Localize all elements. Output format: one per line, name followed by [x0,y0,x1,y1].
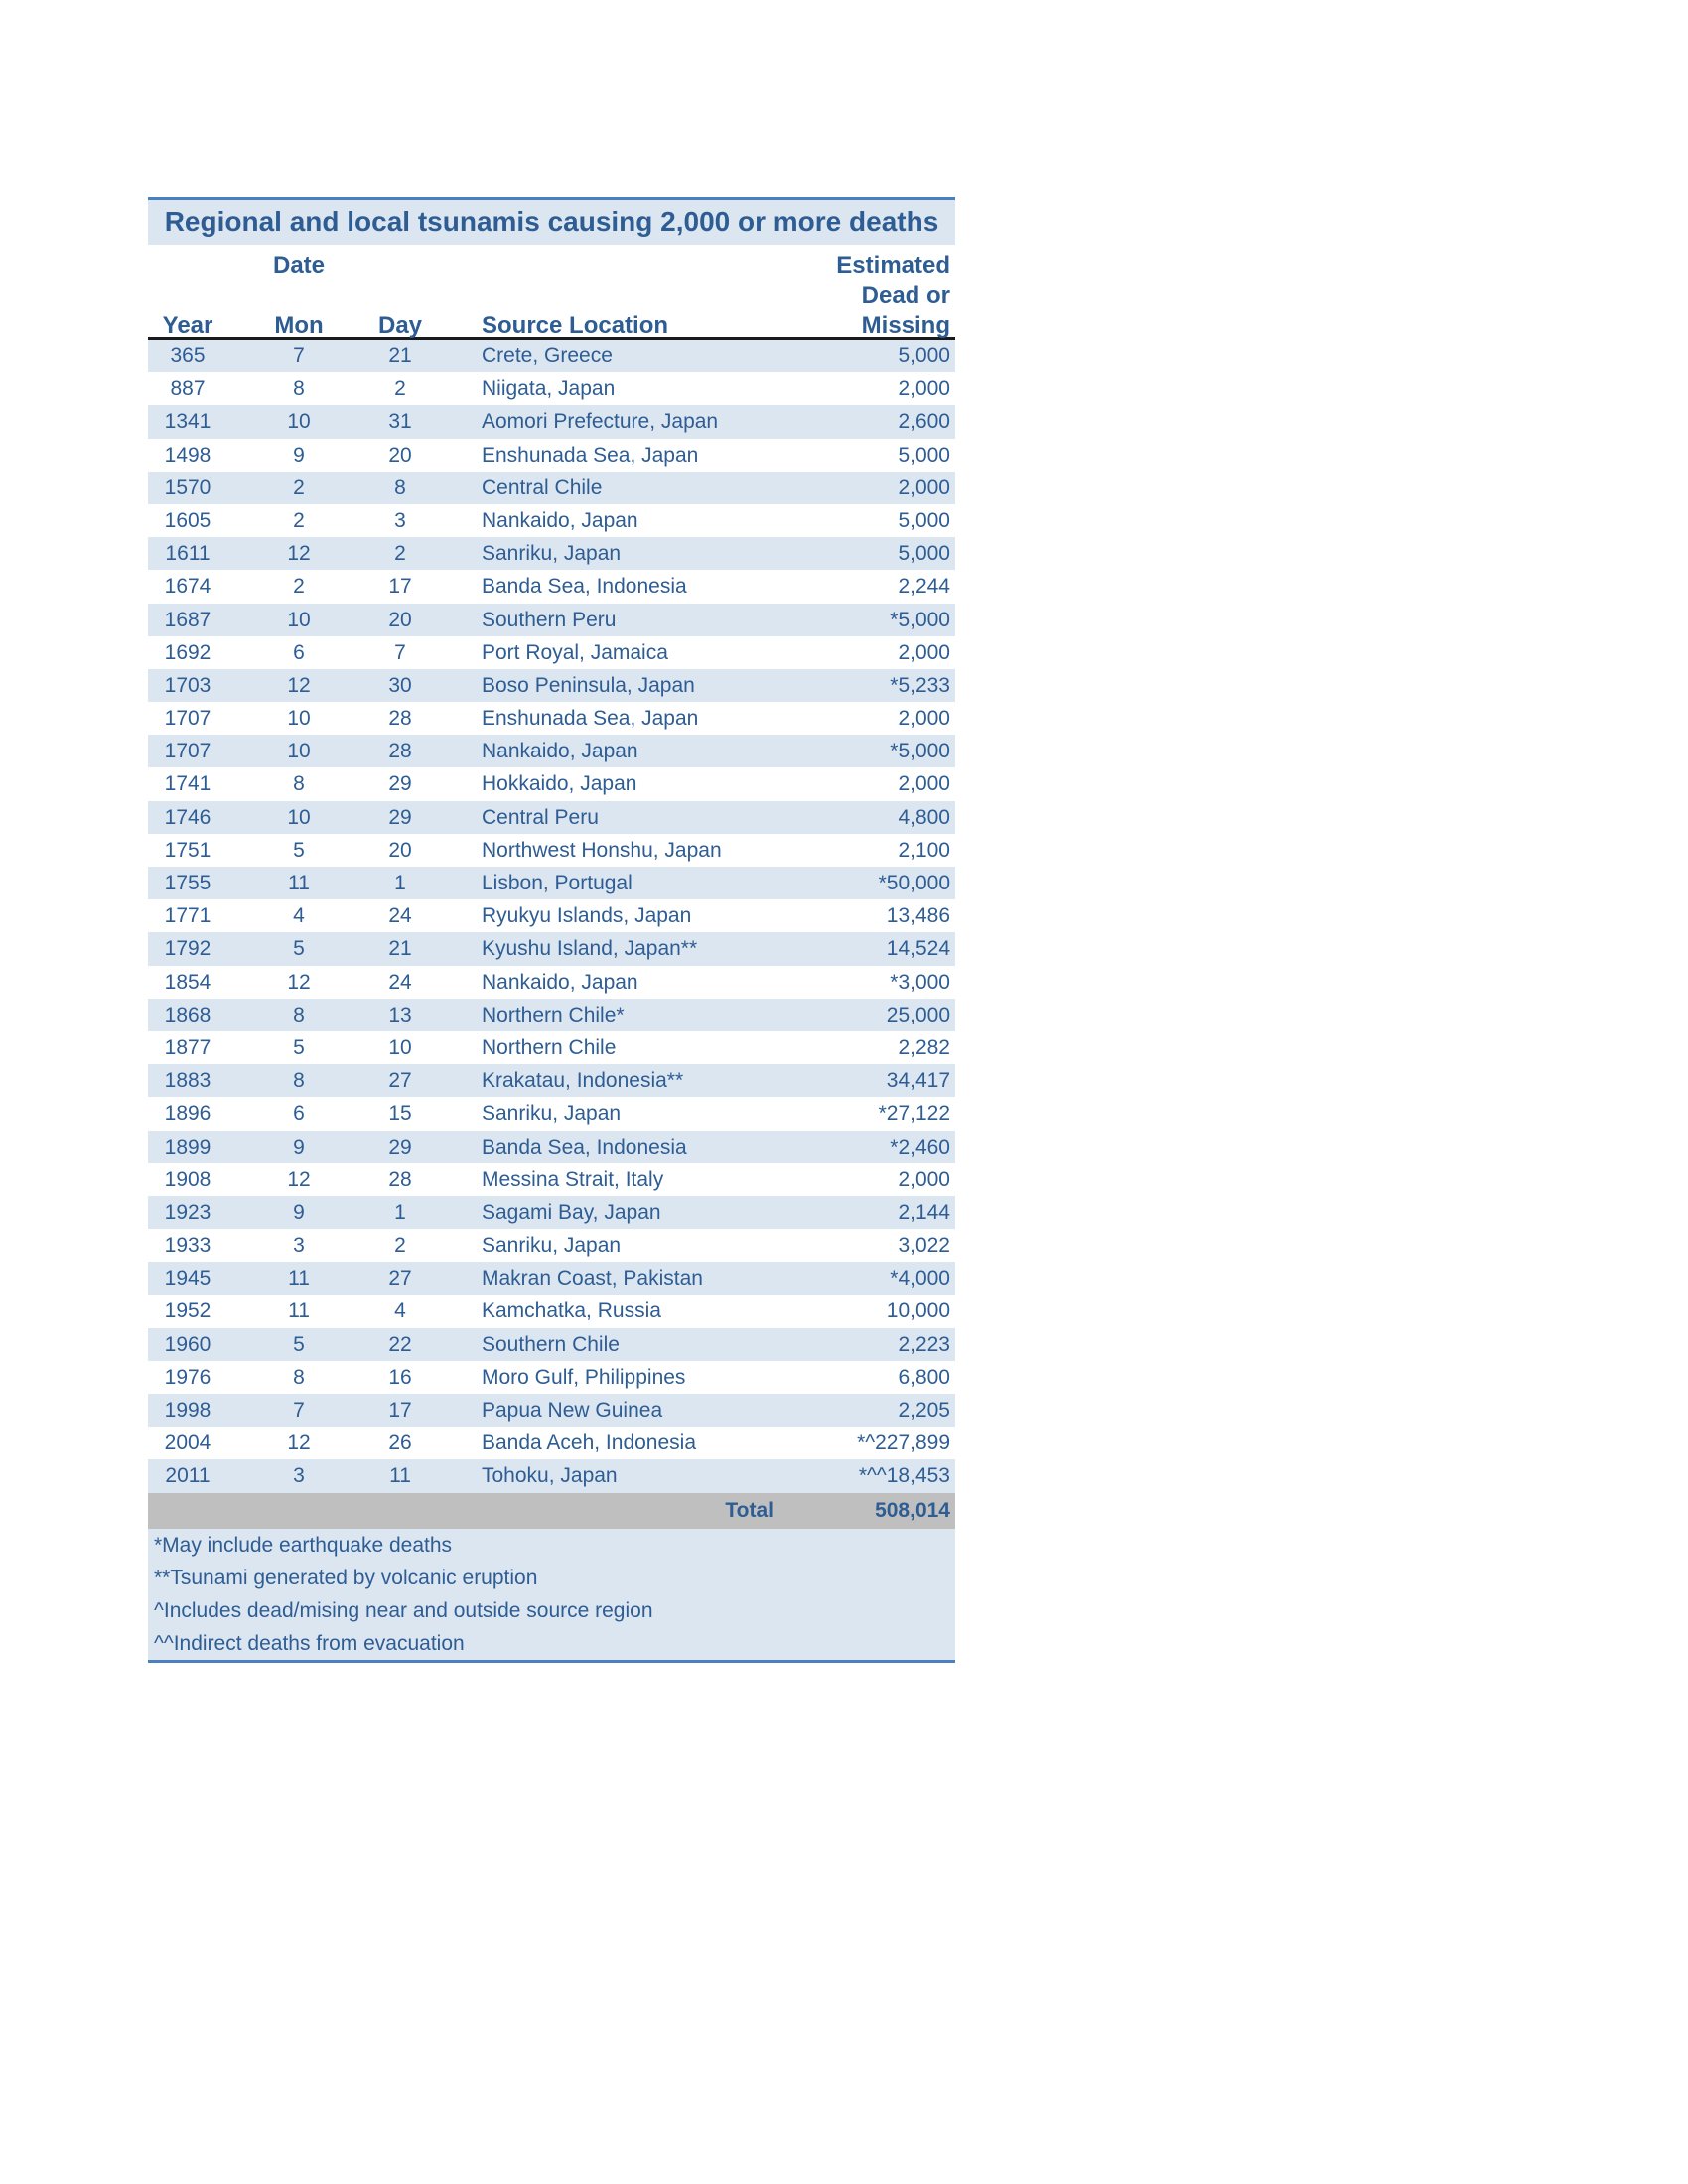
cell-month: 4 [293,904,305,928]
table-row [148,999,955,1031]
table-row [148,472,955,504]
header-dead-or-line: Dead or [861,282,950,309]
cell-day: 10 [388,1035,412,1059]
cell-dead-or-missing: *50,000 [878,872,950,894]
header-missing-line: Missing [861,312,950,339]
cell-year: 1952 [164,1299,211,1323]
cell-dead-or-missing: 2,223 [898,1332,950,1356]
cell-source-location: Northern Chile* [482,1003,625,1026]
cell-dead-or-missing: 2,000 [898,707,950,731]
cell-source-location: Niigata, Japan [482,377,616,401]
cell-month: 3 [293,1234,305,1258]
cell-year: 1899 [164,1135,211,1159]
cell-dead-or-missing: 2,205 [898,1399,950,1422]
cell-day: 20 [388,838,412,862]
table-title: Regional and local tsunamis causing 2,000 or more deaths [148,200,955,245]
cell-source-location: Nankaido, Japan [482,508,638,532]
footnote: **Tsunami generated by volcanic eruption [154,1566,538,1589]
cell-day: 1 [394,872,406,894]
footnote: ^^Indirect deaths from evacuation [154,1632,465,1656]
cell-month: 12 [287,1432,311,1455]
cell-year: 1883 [164,1069,211,1093]
cell-day: 17 [388,1399,412,1422]
cell-source-location: Southern Peru [482,608,617,631]
cell-year: 1976 [164,1365,211,1389]
table-row [148,1328,955,1361]
cell-source-location: Tohoku, Japan [482,1464,618,1488]
header-day: Day [377,312,423,339]
cell-month: 10 [287,740,311,763]
footnote: *May include earthquake deaths [154,1533,453,1557]
table-row [148,1097,955,1130]
cell-year: 1877 [164,1035,211,1059]
cell-source-location: Central Peru [482,805,599,829]
table-row [148,604,955,636]
cell-month: 12 [287,673,311,697]
cell-source-location: Ryukyu Islands, Japan [482,904,692,928]
cell-year: 1751 [164,838,211,862]
cell-source-location: Sagami Bay, Japan [482,1200,661,1224]
cell-year: 2004 [164,1432,211,1455]
cell-dead-or-missing: *2,460 [890,1135,950,1159]
cell-month: 5 [293,838,305,862]
cell-day: 31 [388,410,412,434]
cell-month: 9 [293,1135,305,1159]
cell-source-location: Messina Strait, Italy [482,1167,664,1191]
cell-dead-or-missing: 14,524 [886,937,950,961]
table-body [148,340,955,1493]
cell-dead-or-missing: 2,000 [898,772,950,796]
table-row [148,834,955,867]
cell-day: 30 [388,673,412,697]
cell-month: 5 [293,937,305,961]
cell-source-location: Sanriku, Japan [482,542,622,566]
cell-year: 1755 [164,872,211,894]
cell-source-location: Hokkaido, Japan [482,772,637,796]
table-row [148,966,955,999]
cell-month: 11 [288,1299,310,1323]
cell-year: 1792 [164,937,211,961]
cell-year: 1908 [164,1167,211,1191]
cell-year: 1707 [164,707,211,731]
cell-month: 5 [293,1035,305,1059]
cell-month: 9 [293,443,305,467]
cell-dead-or-missing: *5,000 [890,740,950,763]
cell-dead-or-missing: 2,244 [898,575,950,599]
cell-day: 15 [388,1102,412,1126]
cell-year: 1854 [164,970,211,994]
cell-dead-or-missing: *27,122 [878,1102,950,1126]
cell-year: 1570 [164,476,211,499]
table-row [148,372,955,405]
cell-dead-or-missing: 2,000 [898,640,950,664]
cell-dead-or-missing: 5,000 [898,542,950,566]
cell-day: 29 [388,1135,412,1159]
cell-day: 13 [388,1003,412,1026]
cell-year: 1707 [164,740,211,763]
cell-source-location: Northwest Honshu, Japan [482,838,722,862]
table-row [148,504,955,537]
cell-source-location: Southern Chile [482,1332,620,1356]
tsunami-table [148,197,955,1663]
header-date-group: Date [272,252,326,279]
cell-dead-or-missing: 2,000 [898,377,950,401]
cell-day: 7 [394,640,406,664]
table-row [148,669,955,702]
cell-dead-or-missing: 5,000 [898,344,950,367]
cell-year: 1868 [164,1003,211,1026]
cell-month: 10 [287,410,311,434]
cell-source-location: Sanriku, Japan [482,1234,622,1258]
table-row [148,702,955,735]
cell-source-location: Sanriku, Japan [482,1102,622,1126]
cell-dead-or-missing: 10,000 [886,1299,950,1323]
cell-day: 21 [388,344,412,367]
table-row [148,767,955,800]
cell-month: 12 [287,1167,311,1191]
cell-source-location: Northern Chile [482,1035,617,1059]
table-row [148,801,955,834]
cell-year: 1741 [164,772,211,796]
cell-day: 27 [388,1069,412,1093]
cell-source-location: Port Royal, Jamaica [482,640,668,664]
table-row [148,1427,955,1459]
cell-year: 887 [170,377,206,401]
cell-month: 2 [293,575,305,599]
cell-day: 20 [388,608,412,631]
table-row [148,1163,955,1196]
cell-day: 4 [394,1299,406,1323]
cell-year: 1746 [164,805,211,829]
cell-year: 1945 [164,1267,211,1291]
cell-day: 21 [388,937,412,961]
cell-dead-or-missing: *4,000 [890,1267,950,1291]
cell-month: 2 [293,476,305,499]
cell-dead-or-missing: 5,000 [898,508,950,532]
total-value: 508,014 [875,1498,950,1522]
cell-month: 10 [287,608,311,631]
cell-day: 2 [394,377,406,401]
cell-year: 1703 [164,673,211,697]
cell-month: 11 [288,1267,310,1291]
cell-source-location: Banda Sea, Indonesia [482,575,687,599]
cell-source-location: Lisbon, Portugal [482,872,633,894]
cell-month: 8 [293,1069,305,1093]
cell-source-location: Nankaido, Japan [482,740,638,763]
cell-source-location: Papua New Guinea [482,1399,663,1422]
cell-dead-or-missing: 3,022 [898,1234,950,1258]
cell-source-location: Boso Peninsula, Japan [482,673,695,697]
cell-day: 28 [388,707,412,731]
cell-dead-or-missing: *3,000 [890,970,950,994]
table-row [148,439,955,472]
cell-month: 10 [287,707,311,731]
cell-day: 29 [388,772,412,796]
cell-day: 17 [388,575,412,599]
cell-day: 24 [388,970,412,994]
table-row [148,1196,955,1229]
table-row [148,1031,955,1064]
cell-month: 12 [287,542,311,566]
header-estimated-dead [836,251,950,341]
header-mon: Mon [274,312,324,339]
cell-year: 1923 [164,1200,211,1224]
cell-month: 6 [293,640,305,664]
table-header [148,245,955,337]
cell-month: 8 [293,1365,305,1389]
cell-day: 2 [394,1234,406,1258]
cell-source-location: Makran Coast, Pakistan [482,1267,703,1291]
cell-dead-or-missing: 13,486 [886,904,950,928]
cell-day: 11 [389,1464,411,1488]
cell-month: 11 [288,872,310,894]
cell-month: 12 [287,970,311,994]
table-row [148,1131,955,1163]
table-row [148,405,955,438]
cell-day: 29 [388,805,412,829]
cell-year: 2011 [165,1464,211,1488]
cell-month: 7 [293,344,305,367]
cell-year: 1498 [164,443,211,467]
table-row [148,636,955,669]
cell-year: 1896 [164,1102,211,1126]
cell-dead-or-missing: 6,800 [898,1365,950,1389]
cell-year: 365 [170,344,206,367]
cell-year: 1933 [164,1234,211,1258]
table-row [148,1229,955,1262]
cell-source-location: Kyushu Island, Japan** [482,937,698,961]
cell-month: 10 [287,805,311,829]
cell-month: 3 [293,1464,305,1488]
cell-year: 1998 [164,1399,211,1422]
table-row [148,867,955,899]
cell-day: 3 [394,508,406,532]
cell-month: 9 [293,1200,305,1224]
cell-dead-or-missing: 2,100 [898,838,950,862]
cell-day: 27 [388,1267,412,1291]
cell-dead-or-missing: 5,000 [898,443,950,467]
cell-source-location: Enshunada Sea, Japan [482,707,699,731]
table-row [148,932,955,965]
cell-dead-or-missing: 2,282 [898,1035,950,1059]
cell-day: 28 [388,1167,412,1191]
table-row [148,340,955,372]
cell-month: 8 [293,1003,305,1026]
header-estimated-line: Estimated [836,252,950,279]
total-row [148,1493,955,1529]
cell-year: 1605 [164,508,211,532]
cell-dead-or-missing: *^^18,453 [858,1464,950,1488]
cell-dead-or-missing: 2,000 [898,1167,950,1191]
cell-day: 22 [388,1332,412,1356]
footnote: ^Includes dead/mising near and outside source region [154,1598,653,1622]
header-year: Year [162,312,213,339]
cell-day: 16 [388,1365,412,1389]
cell-year: 1771 [164,904,211,928]
table-row [148,1295,955,1327]
cell-month: 8 [293,377,305,401]
cell-dead-or-missing: 2,000 [898,476,950,499]
cell-source-location: Krakatau, Indonesia** [482,1069,684,1093]
cell-source-location: Crete, Greece [482,344,613,367]
cell-day: 20 [388,443,412,467]
table-row [148,1361,955,1394]
header-source-location: Source Location [482,312,669,339]
cell-source-location: Moro Gulf, Philippines [482,1365,686,1389]
cell-dead-or-missing: 4,800 [898,805,950,829]
table-row [148,1394,955,1427]
cell-source-location: Enshunada Sea, Japan [482,443,699,467]
table-row [148,1064,955,1097]
cell-day: 2 [394,542,406,566]
cell-source-location: Nankaido, Japan [482,970,638,994]
cell-day: 26 [388,1432,412,1455]
table-row [148,735,955,767]
cell-year: 1611 [165,542,211,566]
cell-source-location: Banda Aceh, Indonesia [482,1432,697,1455]
total-label: Total [725,1498,774,1522]
cell-dead-or-missing: 2,144 [898,1200,950,1224]
cell-dead-or-missing: *5,000 [890,608,950,631]
table-row [148,1262,955,1295]
table-row [148,1459,955,1492]
table-row [148,570,955,603]
cell-dead-or-missing: 2,600 [898,410,950,434]
cell-month: 8 [293,772,305,796]
cell-year: 1960 [164,1332,211,1356]
cell-year: 1674 [164,575,211,599]
cell-dead-or-missing: 25,000 [886,1003,950,1026]
cell-year: 1341 [164,410,211,434]
cell-year: 1692 [164,640,211,664]
cell-dead-or-missing: 34,417 [886,1069,950,1093]
cell-day: 1 [394,1200,406,1224]
cell-source-location: Central Chile [482,476,603,499]
cell-dead-or-missing: *5,233 [890,673,950,697]
cell-month: 5 [293,1332,305,1356]
cell-source-location: Banda Sea, Indonesia [482,1135,687,1159]
cell-month: 7 [293,1399,305,1422]
cell-source-location: Kamchatka, Russia [482,1299,661,1323]
bottom-rule [148,1660,955,1663]
cell-day: 24 [388,904,412,928]
cell-day: 28 [388,740,412,763]
table-row [148,899,955,932]
cell-month: 2 [293,508,305,532]
cell-source-location: Aomori Prefecture, Japan [482,410,719,434]
cell-month: 6 [293,1102,305,1126]
cell-year: 1687 [164,608,211,631]
table-row [148,537,955,570]
footnotes [148,1529,955,1661]
cell-dead-or-missing: *^227,899 [857,1432,950,1455]
cell-day: 8 [394,476,406,499]
